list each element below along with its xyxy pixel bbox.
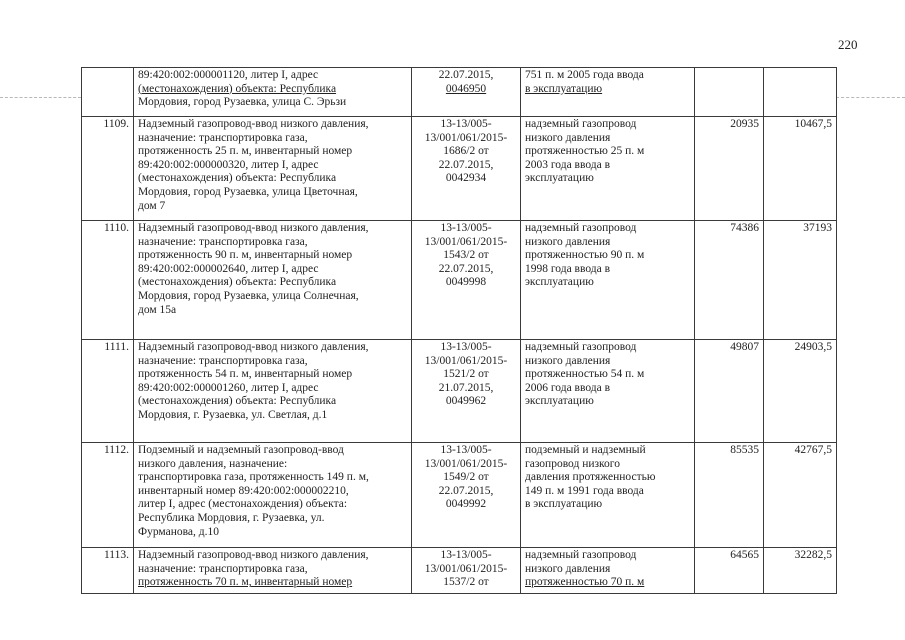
text-line: Надземный газопровод-ввод низкого давления, [138, 549, 369, 561]
object-characteristics-cell [521, 443, 695, 548]
table-row [82, 548, 837, 594]
text-line: Подземный и надземный газопровод-ввод [138, 444, 344, 456]
text-line: 22.07.2015, [438, 69, 494, 81]
text-line: 1537/2 от [443, 576, 489, 589]
text-line: назначение: транспортировка газа, [138, 354, 308, 367]
text-line: низкого давления [525, 131, 611, 144]
text-line: 13/001/061/2015- [424, 457, 508, 470]
residual-value-cell: 10467,5 [764, 117, 837, 221]
text-line: эксплуатацию [525, 395, 594, 408]
text-line: дом 15а [138, 303, 177, 316]
text-line: дом 7 [138, 199, 166, 212]
text-line: 13-13/005- [440, 549, 492, 561]
text-line: 1549/2 от [443, 471, 489, 484]
text-line: Надземный газопровод-ввод низкого давления, [138, 341, 369, 353]
text-line: 0049962 [445, 395, 487, 408]
text-line: 13/001/061/2015- [424, 354, 508, 367]
text-line: 89:420:002:000000320, литер I, адрес [138, 158, 319, 171]
text-line: протяженностью 90 п. м [525, 249, 645, 262]
text-line: низкого давления, назначение: [138, 457, 288, 470]
table-row [82, 340, 837, 443]
registration-record-cell [412, 340, 521, 443]
object-description-cell [134, 221, 412, 340]
text-line: 751 п. м 2005 года ввода [525, 69, 644, 81]
residual-value-cell: 42767,5 [764, 443, 837, 548]
text-line: эксплуатацию [525, 172, 594, 185]
residual-value-cell [764, 68, 837, 117]
text-line: Надземный газопровод-ввод низкого давления, [138, 118, 369, 130]
text-line: Мордовия, город Рузаевка, улица Цветочная, [138, 185, 358, 198]
text-line: надземный газопровод [525, 222, 637, 234]
text-line: в эксплуатацию [525, 498, 603, 511]
text-line: 0042934 [445, 172, 487, 185]
text-line: инвентарный номер 89:420:002:000002210, [138, 484, 349, 497]
text-line: в эксплуатацию [525, 82, 603, 95]
residual-value-cell: 37193 [764, 221, 837, 340]
text-line: 21.07.2015, [438, 381, 494, 394]
object-description-cell [134, 68, 412, 117]
text-line: 2003 года ввода в [525, 158, 611, 171]
residual-value-cell: 32282,5 [764, 548, 837, 594]
text-line: (местонахождения) объекта: Республика [138, 82, 337, 95]
object-description-cell [134, 443, 412, 548]
registration-record-cell [412, 548, 521, 594]
text-line: надземный газопровод [525, 341, 637, 353]
text-line: протяженность 25 п. м, инвентарный номер [138, 145, 353, 158]
text-line: Фурманова, д.10 [138, 525, 219, 538]
text-line: транспортировка газа, протяженность 149 п. м, [138, 471, 369, 484]
text-line: 13-13/005- [440, 118, 492, 130]
book-value-cell: 64565 [695, 548, 764, 594]
object-characteristics-cell [521, 548, 695, 594]
text-line: давления протяженностью [525, 471, 656, 484]
text-line: Надземный газопровод-ввод низкого давления, [138, 222, 369, 234]
text-line: (местонахождения) объекта: Республика [138, 172, 337, 185]
text-line: 0049998 [445, 276, 487, 289]
book-value-cell: 20935 [695, 117, 764, 221]
text-line: 13-13/005- [440, 222, 492, 234]
text-line: 13/001/061/2015- [424, 131, 508, 144]
text-line: назначение: транспортировка газа, [138, 562, 308, 575]
text-line: низкого давления [525, 235, 611, 248]
row-number-cell: 1110. [82, 221, 134, 340]
text-line: назначение: транспортировка газа, [138, 235, 308, 248]
text-line: 22.07.2015, [438, 158, 494, 171]
row-number-cell: 1112. [82, 443, 134, 548]
text-line: 89:420:002:000001120, литер I, адрес [138, 69, 319, 81]
text-line: 13/001/061/2015- [424, 562, 508, 575]
table-row [82, 221, 837, 340]
text-line: 89:420:002:000001260, литер I, адрес [138, 381, 319, 394]
table-body [82, 68, 837, 594]
text-line: 1521/2 от [443, 368, 489, 381]
residual-value-cell: 24903,5 [764, 340, 837, 443]
text-line: газопровод низкого [525, 457, 620, 470]
text-line: (местонахождения) объекта: Республика [138, 276, 337, 289]
object-description-cell [134, 548, 412, 594]
registration-record-cell [412, 443, 521, 548]
object-characteristics-cell [521, 340, 695, 443]
text-line: протяженностью 70 п. м [525, 576, 645, 589]
table-row [82, 68, 837, 117]
registration-record-cell [412, 68, 521, 117]
object-characteristics-cell [521, 68, 695, 117]
text-line: низкого давления [525, 562, 611, 575]
text-line: 0049992 [445, 498, 487, 511]
text-line: 13-13/005- [440, 444, 492, 456]
object-characteristics-cell [521, 221, 695, 340]
text-line: 0046950 [445, 82, 487, 95]
book-value-cell: 74386 [695, 221, 764, 340]
text-line: протяженность 54 п. м, инвентарный номер [138, 368, 353, 381]
scan-artifact-line [0, 97, 81, 98]
text-line: 1686/2 от [443, 145, 489, 158]
object-characteristics-cell [521, 117, 695, 221]
text-line: низкого давления [525, 354, 611, 367]
scan-artifact-line [836, 97, 905, 98]
text-line: эксплуатацию [525, 276, 594, 289]
object-description-cell [134, 117, 412, 221]
book-value-cell: 85535 [695, 443, 764, 548]
registration-record-cell [412, 117, 521, 221]
book-value-cell: 49807 [695, 340, 764, 443]
text-line: 2006 года ввода в [525, 381, 611, 394]
text-line: надземный газопровод [525, 118, 637, 130]
text-line: 149 п. м 1991 года ввода [525, 484, 644, 497]
text-line: 1543/2 от [443, 249, 489, 262]
text-line: 13-13/005- [440, 341, 492, 353]
text-line: надземный газопровод [525, 549, 637, 561]
property-registry-table [81, 67, 837, 594]
text-line: подземный и надземный [525, 444, 646, 456]
text-line: Мордовия, город Рузаевка, улица С. Эрьзи [138, 96, 347, 109]
text-line: протяженность 70 п. м, инвентарный номер [138, 576, 353, 589]
registration-record-cell [412, 221, 521, 340]
text-line: Мордовия, город Рузаевка, улица Солнечная, [138, 289, 359, 302]
text-line: 1998 года ввода в [525, 262, 611, 275]
text-line: 89:420:002:000002640, литер I, адрес [138, 262, 319, 275]
row-number-cell [82, 68, 134, 117]
row-number-cell: 1113. [82, 548, 134, 594]
table-row [82, 443, 837, 548]
text-line: протяженностью 54 п. м [525, 368, 645, 381]
text-line: Мордовия, г. Рузаевка, ул. Светлая, д.1 [138, 408, 328, 421]
text-line: 22.07.2015, [438, 484, 494, 497]
page-number: 220 [838, 37, 858, 52]
object-description-cell [134, 340, 412, 443]
text-line: протяженность 90 п. м, инвентарный номер [138, 249, 353, 262]
text-line: 22.07.2015, [438, 262, 494, 275]
text-line: Республика Мордовия, г. Рузаевка, ул. [138, 511, 325, 524]
row-number-cell: 1109. [82, 117, 134, 221]
text-line: назначение: транспортировка газа, [138, 131, 308, 144]
text-line: литер I, адрес (местонахождения) объекта: [138, 498, 348, 511]
text-line: 13/001/061/2015- [424, 235, 508, 248]
row-number-cell: 1111. [82, 340, 134, 443]
text-line: протяженностью 25 п. м [525, 145, 645, 158]
book-value-cell [695, 68, 764, 117]
text-line: (местонахождения) объекта: Республика [138, 395, 337, 408]
table-row [82, 117, 837, 221]
